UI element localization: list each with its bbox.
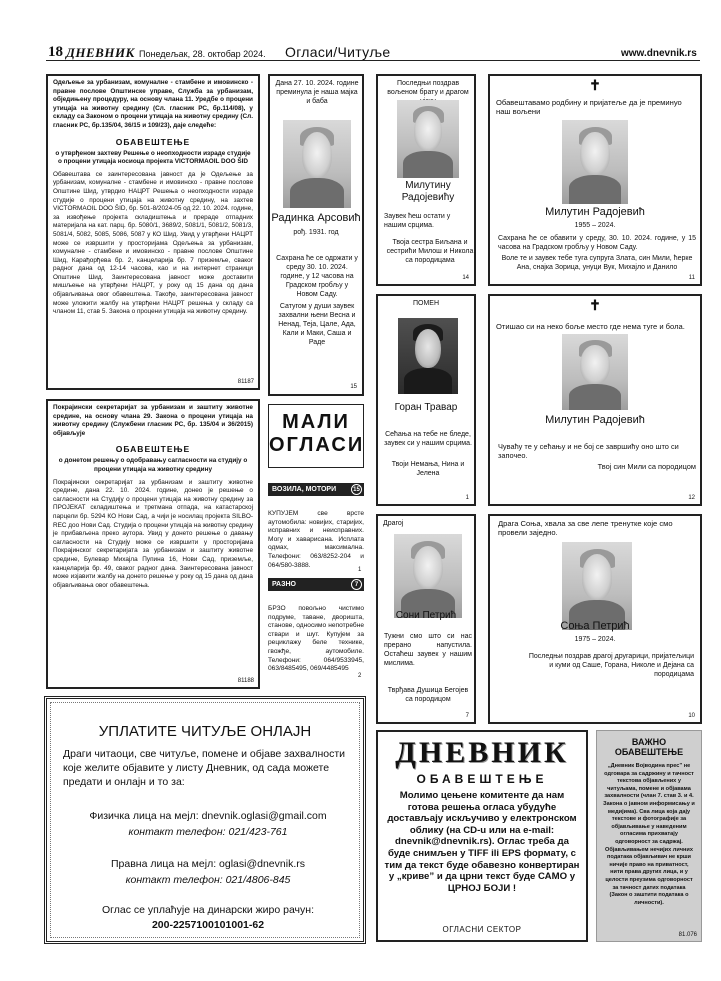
ad-number: 12: [688, 495, 695, 501]
important-title-1: ВАЖНО: [631, 737, 667, 747]
notice-body: Обавештава се заинтересована јавност да је Одељење за урбанизам, комуналне - стамбене и имовинско - правне послове Општине Шид, утврдио НАЦРТ Решења о неопходности израде студије о процени утицаја на животну средину, на захтев VICTORMAOIL DOO ŠID, бр. 501-8/2024-05 од 22. 10. 2024. године, за извођење пројекта складиштења и прераде отпадних материјала на кат. парц. бр. 5080/1, 3689/2, 5081/1, 5081/2, 5081/3, 5081/4, 5082, 5085, 5086, 5087 у КО Шид. Увид у утврђени НАЦРТ може се извршити у просторијама Одељења за урбанизам, комуналне - стамбене и имовинско - правне послове Општине Шид, Карађорђева бр. 2, канцеларија бр. 7 приземље, сваког радног дана од 12-14 часова, као и на интернет страници Општине Шид. Заинтересована јавност може доставити мишљење на утврђени НАЦРТ, у року од 15 дана од дана објављивања овог обавештења. Такође, заинтересована јавност може уложити жалбу на утврђени НАЦРТ решења у складу са чланом 11, став 5. Закона о процени утицаја на животну средину.: [53, 170, 253, 316]
obituary-lead: Дана 27. 10. 2024. године преминула је наша мајка и баба: [275, 80, 359, 105]
notice-code: 81.076: [678, 932, 697, 938]
deceased-name: Горан Травар: [394, 402, 458, 413]
obituary-lead: Обавештавамо родбину и пријатеље да је преминуо наш вољени: [496, 98, 682, 116]
ad-number: 11: [688, 275, 695, 281]
category-misc: [268, 578, 364, 591]
notice-title: ОБАВЕШТЕЊЕ: [115, 136, 191, 147]
category-vehicles: [268, 483, 364, 496]
portrait-photo: [283, 120, 351, 208]
dnevnik-notice: [376, 730, 588, 942]
website-link[interactable]: www.dnevnik.rs: [621, 48, 697, 59]
notice-code: 81188: [237, 678, 254, 684]
category-label: РАЗНО: [272, 581, 296, 588]
obituary-signature: Воле те и заувек тебе туга супруга Злата, син Мили, ћерке Ана, снајка Зорица, унуци Вук, Михајло и Данило: [501, 255, 693, 271]
notice-subtitle: о донетом решењу о одобравању сагласности на студију о процени утицаја на животну средину: [58, 457, 248, 473]
birth-year: рођ. 1931. год: [293, 229, 339, 236]
classifieds-header: [268, 404, 364, 468]
dnevnik-notice-body: Молимо цењене комитенте да нам готова решења огласа убудуће достављају искључиво у електронском облику (на CD-u или на e-mail: dnevnik@dnevnik.rs). Оглас треба да буде снимљен у TIFF ili EPS формату, с тим да текст буде обавезно конвертиран у „криве” и да црни текст буде САМО у ЦРНОЈ БОЈИ !: [384, 790, 580, 894]
category-number: 15: [351, 484, 362, 495]
obituary-signature: Последњи поздрав драгој другарици, пријатељици и куми од Саше, Горана, Николе и Дејана са породицама: [528, 653, 694, 678]
payment-info: Оглас се уплаћује на динарски жиро рачун:: [101, 904, 314, 916]
obituary-goran: [376, 294, 476, 506]
classifieds-title-1: МАЛИ: [282, 411, 350, 433]
online-obituaries-box: [44, 696, 366, 944]
dnevnik-notice-title: ОБАВЕШТЕЊЕ: [416, 772, 548, 786]
life-years: 1955 – 2024.: [574, 222, 616, 229]
important-title-2: ОБАВЕШТЕЊЕ: [614, 747, 684, 757]
portrait-photo: [562, 120, 628, 204]
obituary-signature: Сатугом у души заувек захвални њени Весна и Ненад, Теја, Цале, Ада, Кали и Маки, Саша и Раде: [278, 303, 356, 346]
obituary-lead: Драгој: [383, 520, 404, 527]
notice-body: Покрајински секретаријат за урбанизам и заштиту животне средине, дана 22. 10. 2024. године, донео је решење о сагласности на Студију о процени утицаја на животну средину за ПРОЈЕКАТ складиштења и третмана отпада, на катастарској парцели бр. 5294 КО Нови Сад, а чији је носилац пројекта SILBO-REC доо Нови Сад. Студија о процени утицаја на животну средину је прибављена преко аутора. Увид у донето решење о давању сагласности на Студију може се извршити у просторијама Покрајинског секретаријата за урбанизам и заштиту животне средине, Булевар Михајла Пупина 16, Нови Сад, приземље, канцеларија бр. 49, сваког радног дана. Заинтересована јавност може изјавити жалбу на донето решење у року од 15 дана од дана објављивања овог обавештења.: [53, 478, 253, 589]
portrait-photo: [397, 100, 459, 178]
category-number: 7: [351, 579, 362, 590]
individuals-phone: контакт телефон: 021/423-761: [128, 826, 288, 838]
issue-date: Понедељак, 28. октобар 2024.: [139, 49, 266, 59]
life-years: 1975 – 2024.: [574, 636, 616, 643]
obituary-message: Чуваћу те у сећању и не бој се завршићу оно што си започео.: [498, 442, 679, 460]
notice-title: ОБАВЕШТЕЊЕ: [115, 444, 191, 455]
page-number: 18: [48, 44, 63, 60]
companies-email[interactable]: Правна лица на мејл: oglasi@dnevnik.rs: [111, 858, 305, 870]
ad-number: 2: [358, 673, 362, 679]
deceased-name: Сони Петрић: [395, 610, 457, 621]
category-label: ВОЗИЛА, МОТОРИ: [272, 486, 337, 493]
deceased-name: Милутин Радојевић: [545, 206, 645, 218]
obituary-sonja-friend: [376, 514, 476, 724]
important-notice: [596, 730, 702, 942]
portrait-photo: [394, 534, 462, 618]
notice-code: 81187: [237, 379, 254, 385]
ad-number: 1: [465, 495, 469, 501]
ad-number: 10: [688, 713, 695, 719]
notice-subtitle: о утврђеном захтеву Решење о неопходности израде студије о процени утицаја носиоца пројекта VICTORMAOIL DOO ŠID: [55, 149, 251, 166]
deceased-name: Соња Петрић: [560, 620, 630, 632]
cross-icon: ✝: [589, 297, 601, 313]
portrait-photo: [562, 542, 632, 630]
ad-number: 15: [350, 384, 357, 390]
obituary-signature: Твој син Мили са породицом: [597, 462, 696, 471]
obituary-sonja-family: [488, 514, 702, 724]
companies-phone: контакт телефон: 021/4806-845: [125, 874, 291, 886]
obituary-radinka: [268, 74, 364, 396]
notice-intro: Покрајински секретаријат за урбанизам и заштиту животне средине, на основу члана 29. Закона о процени утицаја на животну средину (Службени гласник РС, бр. 135/04 и 36/2015) објављује: [53, 404, 253, 437]
online-intro: Драги читаоци, све читуље, помене и објаве захвалности које желите објавите у листу Дневник, од сада можете предати и онлајн и то за:: [63, 748, 346, 788]
ad-number: 1: [358, 567, 362, 573]
obituary-milutin-family: [488, 74, 702, 286]
obituary-milutin-son: [488, 294, 702, 506]
notice-intro: Одељење за урбанизам, комуналне - стамбене и имовинско - правне послове Општинске управе, Служба за урбанизам, обједињену процедуру, на основу члана 11. Уредбе о процени утицаја на животну средину (Сл. гласник РС, бр.114/08), у складу са Законом о процени утицаја на животну средину (Сл. гласник РС, бр.135/04, 36/15 и 109/23), даје следеће:: [53, 79, 253, 129]
portrait-photo: [562, 334, 628, 410]
legal-notice-2: [46, 399, 260, 689]
deceased-name: Милутин Радојевић: [545, 414, 645, 426]
ad-number: 7: [465, 713, 469, 719]
newspaper-logo: ДНЕВНИК: [66, 45, 135, 60]
obituary-signature: Твоји Немања, Нина и Јелена: [391, 461, 465, 477]
portrait-photo: [398, 318, 458, 394]
funeral-info: Сахрана ће се одржати у среду 30. 10. 2024. године, у 12 часова на Градском гробљу у Новом Саду.: [276, 255, 358, 298]
memorial-label: ПОМЕН: [412, 300, 440, 307]
obituary-signature: Твоја сестра Биљана и сестрићи Милош и Никола са породицама: [386, 239, 474, 264]
obituary-message: Заувек ћеш остати у нашим срцима.: [384, 213, 451, 229]
cross-icon: ✝: [589, 77, 601, 93]
deceased-name: Радинка Арсовић: [271, 212, 361, 224]
section-title: Огласи/Читуље: [285, 44, 391, 60]
funeral-info: Сахрана ће се обавити у среду, 30. 10. 2024. године, у 15 часова на Градском гробљу у Новом Саду.: [498, 235, 696, 251]
important-body: „Дневник Војводина прес” не одговара за садржину и тачност текстова објављених у читуљама, помене и објавама захвалности (члан 7. став 3. и 4. Закона о јавном информисању и медијима). Сва лица која дају текстове и фотографије за објављивање у наведеним огласима прихватају одговорност за садржај. Објављивањем нечијих личних података објављивач не крши ничије право на приватност, нити права других лица, и у целости преузима одговорност за тачност датих података (Закон о заштити података о личности).: [603, 763, 695, 906]
bank-account: 200-2257100101001-62: [151, 919, 265, 931]
online-title: УПЛАТИТЕ ЧИТУЉЕ ОНЛАЈН: [98, 723, 312, 740]
dnevnik-logo: ДНЕВНИК: [395, 736, 569, 769]
individuals-email[interactable]: Физичка лица на мејл: dnevnik.oglasi@gmail.com: [89, 810, 327, 822]
obituary-lead: Драга Соња, хвала за све лепе тренутке које смо провели заједно.: [498, 519, 673, 537]
obituary-signature: Тврђава Душица Бегојев са породицом: [387, 687, 469, 703]
obituary-message: Сећања на тебе не бледе, заувек си у нашим срцима.: [384, 431, 472, 447]
obituary-message: Тужни смо што си нас прерано напустила. Остаћеш заувек у нашим мислима.: [384, 633, 472, 667]
classifieds-title-2: ОГЛАСИ: [269, 434, 365, 456]
obituary-lead: Отишао си на неко боље место где нема туге и бола.: [496, 322, 685, 331]
obituary-milutin-sister: [376, 74, 476, 286]
ad-number: 14: [462, 275, 469, 281]
legal-notice-1: [46, 74, 260, 390]
ads-department: ОГЛАСНИ СЕКТОР: [442, 925, 522, 934]
classified-ad-cars: КУПУЈЕМ све врсте аутомобила: новијих, старијих, исправних и неисправних. Могу и хаварисана. Исплата одмах, максимална. Телефони: 063/8252-204 и 064/580-3888.: [268, 510, 364, 569]
classified-ad-cleaning: БРЗО повољно чистимо подруме, таване, дворишта, станове, односимо непотребне ствари и шут. Купујем за рециклажу беле технике, гвожђе, аутомобиле. Телефони: 064/9533945, 063/8485495, 069/4485495: [268, 605, 364, 673]
obituary-lead: Последњи поздрав вољеном брату и драгом: [387, 80, 469, 96]
deceased-name: Милутину Радојевићу: [401, 180, 455, 203]
header-rule: [46, 60, 700, 61]
